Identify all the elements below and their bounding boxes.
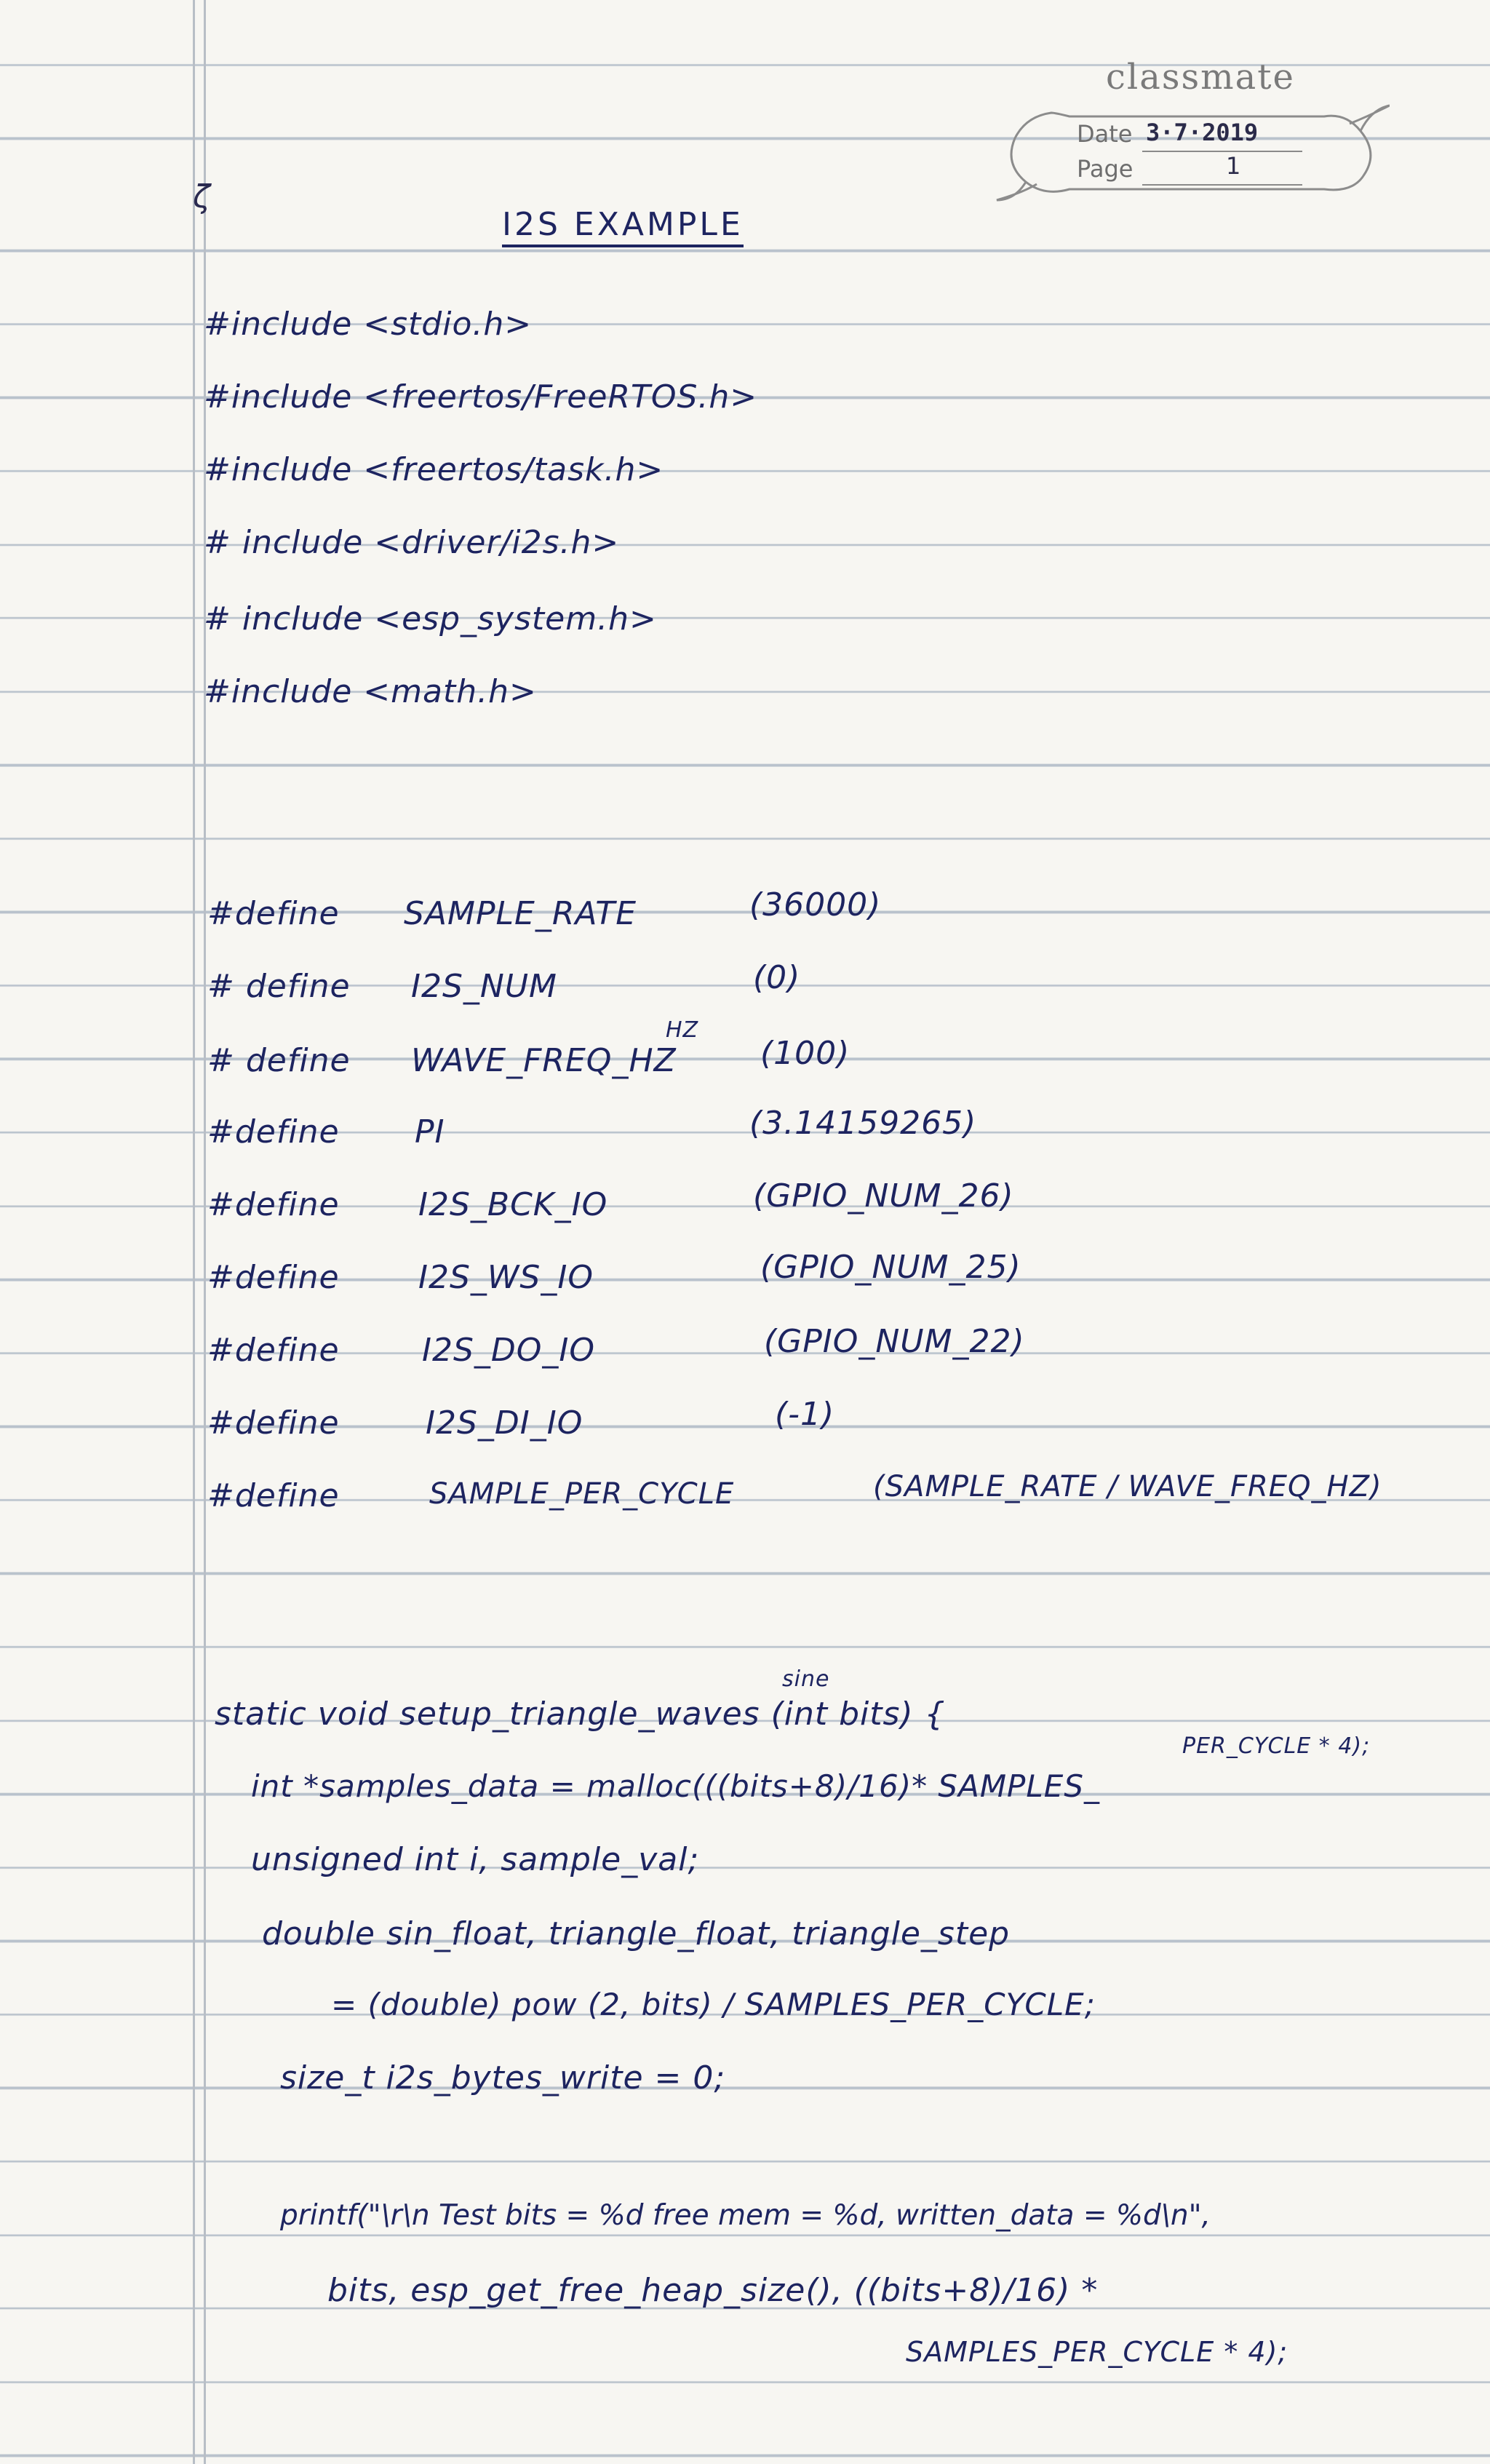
define-keyword: #define bbox=[207, 1477, 340, 1514]
include-line: # include <driver/i2s.h> bbox=[204, 524, 620, 561]
code-line: unsigned int i, sample_val; bbox=[251, 1841, 700, 1878]
define-value: (GPIO_NUM_26) bbox=[753, 1177, 1014, 1215]
brand-logo: classmate bbox=[1106, 57, 1295, 98]
define-keyword: #define bbox=[207, 895, 340, 932]
code-line: static void setup_triangle_waves (int bits) { bbox=[215, 1696, 946, 1733]
define-keyword: #define bbox=[207, 1259, 340, 1296]
date-rule bbox=[1142, 151, 1302, 152]
per-cycle-annotation: PER_CYCLE * 4); bbox=[1182, 1733, 1371, 1759]
date-page-badge bbox=[982, 91, 1390, 207]
define-name: SAMPLE_PER_CYCLE bbox=[429, 1477, 735, 1511]
define-value: (36000) bbox=[749, 886, 882, 923]
define-value: (0) bbox=[753, 959, 801, 996]
date-label: Date bbox=[1077, 120, 1133, 148]
define-name: WAVE_FREQ_HZ bbox=[411, 1042, 677, 1079]
date-value: 3·7·2019 bbox=[1146, 119, 1259, 146]
page-label: Page bbox=[1077, 155, 1134, 183]
define-keyword: # define bbox=[207, 1042, 351, 1079]
define-keyword: #define bbox=[207, 1113, 340, 1150]
define-keyword: #define bbox=[207, 1332, 340, 1369]
code-line: double sin_float, triangle_float, triangle_step bbox=[262, 1915, 1011, 1952]
code-line: bits, esp_get_free_heap_size(), ((bits+8)/16) * bbox=[327, 2272, 1099, 2309]
define-keyword: #define bbox=[207, 1404, 340, 1442]
margin-line bbox=[193, 0, 195, 2464]
code-line: size_t i2s_bytes_write = 0; bbox=[280, 2059, 726, 2097]
badge-scroll-outline bbox=[982, 91, 1390, 207]
define-value: (100) bbox=[760, 1035, 850, 1072]
include-line: #include <math.h> bbox=[204, 673, 537, 710]
define-name: I2S_BCK_IO bbox=[418, 1186, 608, 1223]
define-value: (SAMPLE_RATE / WAVE_FREQ_HZ) bbox=[873, 1470, 1382, 1503]
define-name: I2S_WS_IO bbox=[418, 1259, 594, 1296]
define-keyword: #define bbox=[207, 1186, 340, 1223]
page-rule bbox=[1142, 184, 1302, 186]
page-mark: ζ bbox=[193, 178, 211, 215]
hz-annotation: HZ bbox=[666, 1017, 699, 1043]
page-number: 1 bbox=[1226, 152, 1241, 180]
define-value: (GPIO_NUM_25) bbox=[760, 1249, 1021, 1286]
define-name: I2S_DO_IO bbox=[422, 1332, 596, 1369]
include-line: #include <freertos/FreeRTOS.h> bbox=[204, 378, 758, 416]
code-line: SAMPLES_PER_CYCLE * 4); bbox=[906, 2336, 1288, 2368]
page-title: I2S EXAMPLE bbox=[502, 206, 744, 247]
define-value: (-1) bbox=[775, 1396, 835, 1433]
code-line: = (double) pow (2, bits) / SAMPLES_PER_CYCLE; bbox=[331, 1987, 1096, 2022]
sine-annotation: sine bbox=[782, 1666, 830, 1692]
code-line: printf("\r\n Test bits = %d free mem = %d, written_data = %d\n", bbox=[280, 2199, 1211, 2232]
define-name: PI bbox=[415, 1113, 445, 1150]
margin-line bbox=[204, 0, 206, 2464]
define-value: (GPIO_NUM_22) bbox=[764, 1323, 1025, 1360]
define-name: I2S_DI_IO bbox=[426, 1404, 583, 1442]
include-line: # include <esp_system.h> bbox=[204, 600, 657, 637]
define-name: I2S_NUM bbox=[411, 968, 557, 1005]
define-value: (3.14159265) bbox=[749, 1105, 977, 1142]
code-line: int *samples_data = malloc(((bits+8)/16)* SAMPLES_ bbox=[251, 1768, 1100, 1804]
include-line: #include <freertos/task.h> bbox=[204, 451, 664, 488]
define-keyword: # define bbox=[207, 968, 351, 1005]
include-line: #include <stdio.h> bbox=[204, 306, 533, 343]
define-name: SAMPLE_RATE bbox=[404, 895, 637, 932]
